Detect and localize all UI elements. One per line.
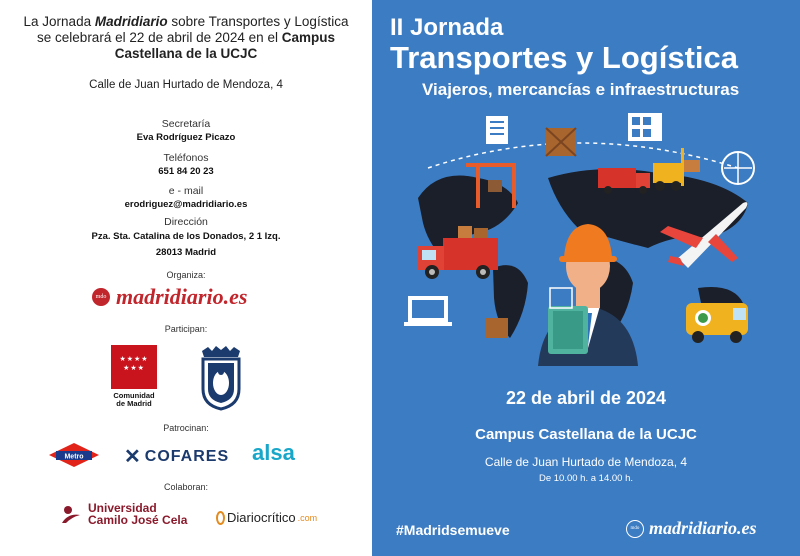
telefonos-label: Teléfonos — [163, 152, 209, 164]
checklist-icon — [486, 116, 508, 144]
secretaria-label: Secretaría — [161, 118, 211, 130]
ucjc-emblem-icon — [60, 503, 82, 525]
ayuntamiento-madrid-shield-icon — [198, 345, 244, 416]
crate-icon — [546, 128, 576, 156]
diariocritico-text: Diariocrítico — [227, 510, 296, 525]
package-outline-icon — [550, 288, 572, 308]
comunidad-madrid-logo — [108, 345, 160, 410]
alsa-logo: alsa — [252, 440, 295, 465]
box-icon — [486, 318, 508, 338]
event-date: 22 de abril de 2024 — [505, 388, 667, 408]
direccion-line1: Pza. Sta. Catalina de los Donados, 2 1 Izq. — [91, 231, 281, 242]
telefonos-value: 651 84 20 23 — [158, 166, 214, 177]
event-address: Calle de Juan Hurtado de Mendoza, 4 — [484, 455, 688, 469]
cm-text-2: de Madrid — [116, 399, 152, 408]
metro-logo — [48, 442, 100, 473]
ucjc-line1: Universidad — [88, 501, 157, 515]
stars-icon: ★★★★ ★★★ — [119, 356, 149, 372]
info-panel — [0, 0, 372, 556]
email-label: e - mail — [168, 185, 204, 197]
diariocritico-com: .com — [297, 512, 318, 523]
madridiario-logo-footer-text: madridiario.es — [649, 518, 757, 538]
logistics-illustration — [398, 108, 774, 368]
diariocritico-logo — [216, 510, 317, 525]
van-icon — [686, 303, 748, 343]
event-hours: De 10.00 h. a 14.00 h. — [538, 473, 634, 484]
direccion-line2: 28013 Madrid — [155, 247, 217, 258]
direccion-label: Dirección — [164, 216, 208, 228]
hashtag[interactable]: #Madridsemueve — [396, 522, 510, 538]
venue-address: Calle de Juan Hurtado de Mendoza, 4 — [89, 79, 283, 91]
metro-text: Metro — [64, 453, 84, 461]
cofares-x-icon: ✕ — [124, 446, 141, 468]
warehouse-shelf-icon — [628, 113, 662, 141]
intro-campus: Campus — [281, 30, 335, 45]
madridiario-logo — [92, 283, 282, 311]
colaboran-label: Colaboran: — [163, 482, 209, 492]
intro-brand: Madridiario — [94, 14, 168, 29]
intro-text — [0, 14, 372, 62]
ucjc-line2: Camilo José Cela — [88, 513, 188, 527]
intro-mid: sobre Transportes y Logística — [167, 14, 349, 29]
ucjc-logo — [60, 502, 187, 526]
cm-text-1: Comunidad — [113, 391, 155, 400]
intro-line3: Castellana de la UCJC — [114, 46, 258, 61]
mdo-badge-icon: mdo — [92, 288, 110, 306]
cofares-logo — [124, 444, 229, 469]
event-campus: Campus Castellana de la UCJC — [475, 426, 697, 443]
madridiario-logo-footer — [626, 518, 757, 539]
diariocritico-icon — [216, 511, 225, 525]
main-title: Transportes y Logística — [390, 40, 738, 75]
cofares-text: COFARES — [144, 447, 230, 465]
intro-pre: La Jornada — [23, 14, 95, 29]
comunidad-madrid-flag-icon — [111, 345, 157, 389]
email-value[interactable]: erodriguez@madridiario.es — [124, 199, 248, 210]
globe-icon — [722, 152, 754, 184]
laptop-icon — [404, 296, 452, 326]
organiza-label: Organiza: — [166, 270, 206, 280]
cover-panel — [372, 0, 800, 556]
edition-title: II Jornada — [390, 14, 504, 41]
madridiario-logo-text: madridiario.es — [116, 284, 248, 309]
subtitle: Viajeros, mercancías e infraestructuras — [422, 80, 740, 99]
intro-line2: se celebrará el 22 de abril de 2024 en el — [37, 30, 282, 45]
secretaria-name: Eva Rodríguez Picazo — [136, 132, 236, 143]
participan-label: Participan: — [164, 324, 208, 334]
patrocinan-label: Patrocinan: — [163, 423, 209, 433]
mdo-badge-icon: mdo — [626, 520, 644, 538]
